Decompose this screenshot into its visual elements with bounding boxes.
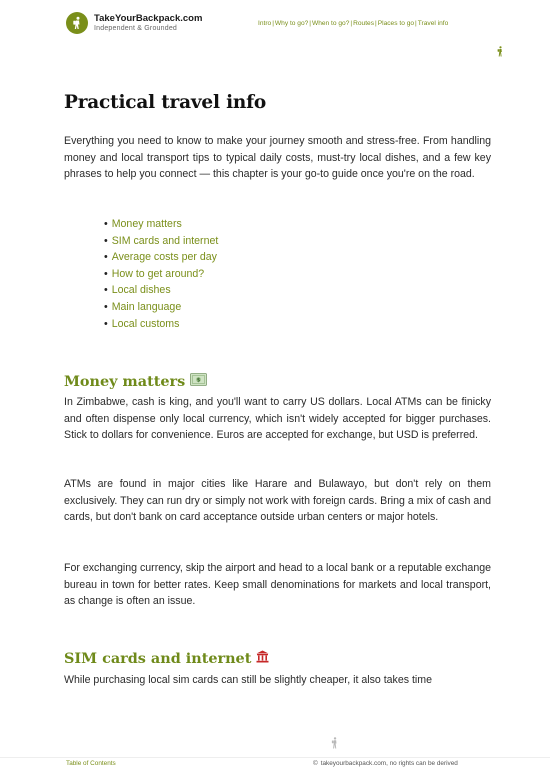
- svg-text:$: $: [197, 378, 201, 384]
- nav-separator: |: [272, 20, 274, 27]
- top-navigation: [258, 20, 448, 27]
- bullet: •: [104, 284, 108, 297]
- money-paragraph-3: For exchanging currency, skip the airport and head to a local bank or a reputable exchange bureau in town for better rates. Keep small denominations for markets and local transport, as change is often an issue.: [64, 562, 491, 607]
- table-of-contents-link[interactable]: Table of Contents: [66, 760, 116, 767]
- hiker-icon: [496, 44, 504, 62]
- brand-tagline: Independent & Grounded: [94, 25, 178, 33]
- money-paragraph-1: In Zimbabwe, cash is king, and you'll want to carry US dollars. Local ATMs can be finicky and often dispense only local currency, which isn't widely accepted for bigger purchases. Stick to dollars for convenience. Euros are accepted for exchange, but USD is preferred.: [64, 396, 491, 441]
- nav-separator: |: [309, 20, 311, 27]
- nav-item-places-to-go[interactable]: Places to go: [377, 20, 415, 27]
- toc-item-local-customs[interactable]: [104, 316, 218, 333]
- banknote-icon: [190, 373, 207, 390]
- nav-item-routes[interactable]: Routes: [353, 20, 375, 27]
- toc-item-label: How to get around?: [111, 267, 205, 280]
- building-icon: [256, 650, 269, 667]
- section-heading-text: Money matters: [64, 373, 186, 390]
- bullet: •: [104, 267, 108, 280]
- toc-item-get-around[interactable]: [104, 266, 218, 283]
- section-heading-text: SIM cards and internet: [64, 650, 252, 667]
- page-title: Practical travel info: [64, 92, 267, 113]
- toc-item-sim-cards[interactable]: [104, 233, 218, 250]
- chapter-toc-list: [104, 216, 218, 332]
- brand-logo[interactable]: [66, 12, 202, 34]
- toc-item-main-language[interactable]: [104, 299, 218, 316]
- nav-item-why-to-go[interactable]: Why to go?: [274, 20, 309, 27]
- bullet: •: [104, 218, 108, 230]
- toc-item-label: Local customs: [111, 317, 180, 330]
- brand-name: TakeYourBackpack.com: [94, 12, 203, 24]
- bullet: •: [104, 234, 108, 247]
- money-paragraph-2: ATMs are found in major cities like Harare and Bulawayo, but don't rely on them exclusively. They can run dry or simply not work with foreign cards. Bring a mix of cash and cards, but don't bank on card acceptance outside urban centers or major hotels.: [64, 478, 491, 523]
- bullet: •: [104, 317, 108, 330]
- copyright-symbol: ©: [313, 760, 318, 767]
- backpacker-logo-icon: [66, 12, 88, 34]
- page-footer: [0, 757, 550, 778]
- nav-item-when-to-go[interactable]: When to go?: [312, 20, 350, 27]
- nav-separator: |: [350, 20, 353, 27]
- bullet: •: [104, 251, 108, 264]
- toc-item-label: Local dishes: [111, 284, 171, 297]
- toc-item-label: Main language: [111, 300, 182, 313]
- toc-item-label: Money matters: [111, 218, 182, 230]
- nav-separator: |: [375, 20, 377, 27]
- toc-item-average-costs[interactable]: [104, 249, 218, 266]
- footer-copyright: [313, 760, 458, 767]
- toc-item-label: Average costs per day: [111, 251, 217, 264]
- nav-item-travel-info[interactable]: Travel info: [417, 20, 449, 27]
- toc-item-label: SIM cards and internet: [111, 234, 219, 247]
- bullet: •: [104, 300, 108, 313]
- page-header: [0, 0, 550, 50]
- toc-item-local-dishes[interactable]: [104, 282, 218, 299]
- intro-paragraph: Everything you need to know to make your journey smooth and stress-free. From handling money and local transport tips to typical daily costs, must-try local dishes, and a few key phrases to help you connect — this chapter is your go-to guide once you're on the road.: [64, 135, 491, 180]
- hiker-icon: [330, 736, 339, 754]
- nav-item-intro[interactable]: Intro: [258, 20, 272, 27]
- nav-separator: |: [415, 20, 417, 27]
- sim-paragraph-1: While purchasing local sim cards can still be slightly cheaper, it also takes time: [64, 674, 432, 686]
- section-heading-money-matters: [64, 373, 207, 390]
- toc-item-money-matters[interactable]: [104, 216, 218, 233]
- section-heading-sim-cards: [64, 650, 269, 667]
- footer-copyright-text: takeyourbackpack.com, no rights can be derived: [320, 760, 458, 767]
